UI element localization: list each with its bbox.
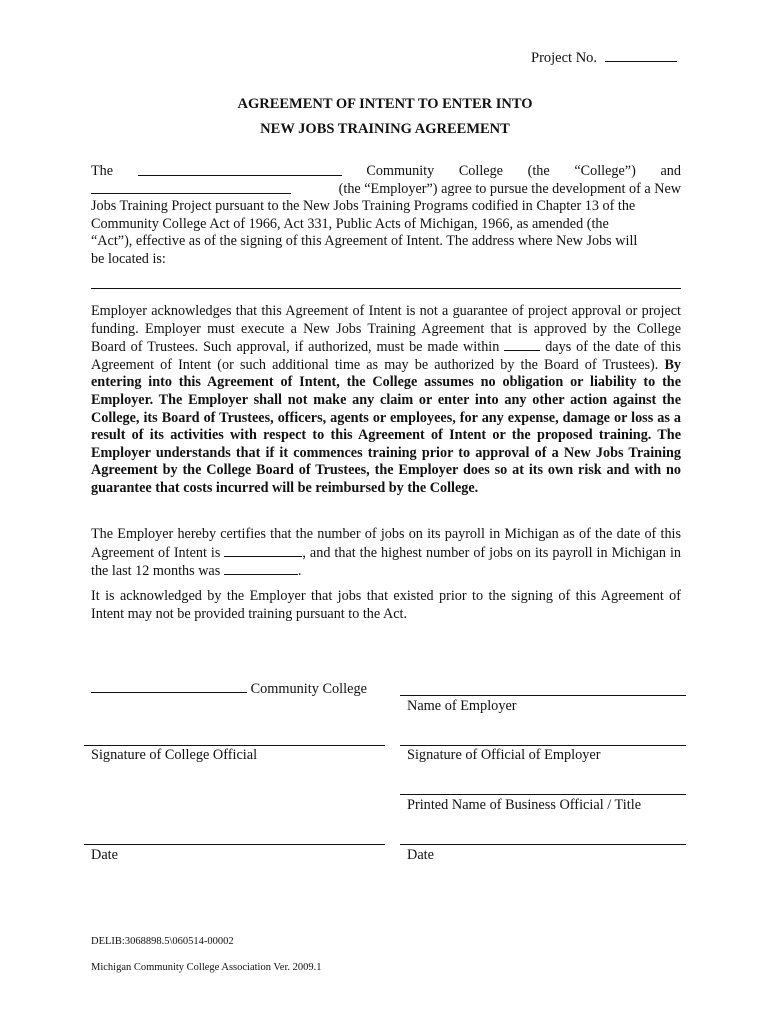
project-number-field xyxy=(531,49,677,68)
intro-word: College xyxy=(458,163,503,179)
employer-name-line[interactable] xyxy=(400,695,686,696)
employer-name-label: Name of Employer xyxy=(407,698,517,714)
intro-text: be located is: xyxy=(91,250,166,267)
college-name-signature-blank[interactable] xyxy=(91,680,247,693)
acknowledgement-paragraph xyxy=(91,303,681,498)
college-signature-line[interactable] xyxy=(84,745,385,746)
address-blank-line[interactable] xyxy=(91,288,681,289)
acknowledgement-text: days of the date of this Agreement of Intent (or such additional time as may be authorized by the Board of Trustees). xyxy=(91,339,681,373)
association-version: Michigan Community College Association Ver. 2009.1 xyxy=(91,962,322,973)
project-number-blank[interactable] xyxy=(605,49,677,62)
certification-paragraph xyxy=(91,526,681,581)
document-title-line-2: NEW JOBS TRAINING AGREEMENT xyxy=(260,121,510,137)
certification-text: . xyxy=(297,563,302,580)
employer-signature-line[interactable] xyxy=(400,745,686,746)
current-jobs-blank[interactable] xyxy=(224,544,302,557)
acknowledgement-text: Employer acknowledges that this Agreement of Intent is not a guarantee of project approval or project funding. Employer must execute a New Jobs Training Agreement that is approved by the College Board of Trustees. Such approval, if authorized, must be made within xyxy=(91,303,681,356)
employer-name-blank[interactable] xyxy=(91,181,291,194)
intro-word: Community xyxy=(366,163,435,179)
employer-date-label: Date xyxy=(407,847,434,863)
intro-text: Community College Act of 1966, Act 331, Public Acts of Michigan, 1966, as amended (the xyxy=(91,215,609,232)
college-label: Community College xyxy=(250,681,367,697)
highest-jobs-blank[interactable] xyxy=(224,562,298,575)
certification-text: , and that the highest number of jobs on its payroll in Michigan in the last 12 months was xyxy=(91,544,681,580)
intro-paragraph xyxy=(91,163,681,269)
prior-jobs-paragraph: It is acknowledged by the Employer that jobs that existed prior to the signing of this Agreement of Intent may not be provided training pursuant to the Act. xyxy=(91,588,681,622)
project-number-label: Project No. xyxy=(531,50,598,66)
intro-text: Jobs Training Project pursuant to the New Jobs Training Programs codified in Chapter 13 of the xyxy=(91,198,636,215)
college-name-signature-field xyxy=(91,680,367,699)
document-title-line-1: AGREEMENT OF INTENT TO ENTER INTO xyxy=(237,96,533,112)
approval-days-blank[interactable] xyxy=(504,338,540,351)
certification-text: The Employer hereby certifies that the number of jobs on its payroll in Michigan as of the date of this Agreement of Intent is xyxy=(91,526,681,561)
intro-word: “College”) xyxy=(574,163,636,179)
liability-disclaimer-text: By entering into this Agreement of Intent, the College assumes no obligation or liability to the Employer. The Employer shall not make any claim or enter into any other action against the College, its Board of Trustees, officers, agents or employees, for any expense, damage or loss as a result of its activities with respect to this Agreement of Intent or the proposed training. The Employer understands that if it commences training prior to approval of a New Jobs Training Agreement by the College Board of Trustees, the Employer does so at its own risk and with no guarantee that costs incurred will be reimbursed by the College. xyxy=(91,356,681,496)
intro-word: (the xyxy=(527,163,550,179)
document-id: DELIB:3068898.5\060514-00002 xyxy=(91,936,234,947)
employer-date-line[interactable] xyxy=(400,844,686,845)
college-date-label: Date xyxy=(91,847,118,863)
college-signature-label: Signature of College Official xyxy=(91,747,258,763)
intro-word: The xyxy=(91,163,114,179)
intro-word: and xyxy=(660,163,681,179)
intro-text: “Act”), effective as of the signing of this Agreement of Intent. The address where New Jobs will xyxy=(91,233,638,250)
college-date-line[interactable] xyxy=(84,844,385,845)
printed-name-line[interactable] xyxy=(400,794,686,795)
intro-line-2 xyxy=(91,181,681,199)
intro-line-1 xyxy=(91,163,681,181)
employer-signature-label: Signature of Official of Employer xyxy=(407,747,601,763)
college-name-blank[interactable] xyxy=(138,163,342,176)
intro-text: (the “Employer”) agree to pursue the development of a New xyxy=(338,180,681,197)
printed-name-label: Printed Name of Business Official / Title xyxy=(407,797,642,813)
